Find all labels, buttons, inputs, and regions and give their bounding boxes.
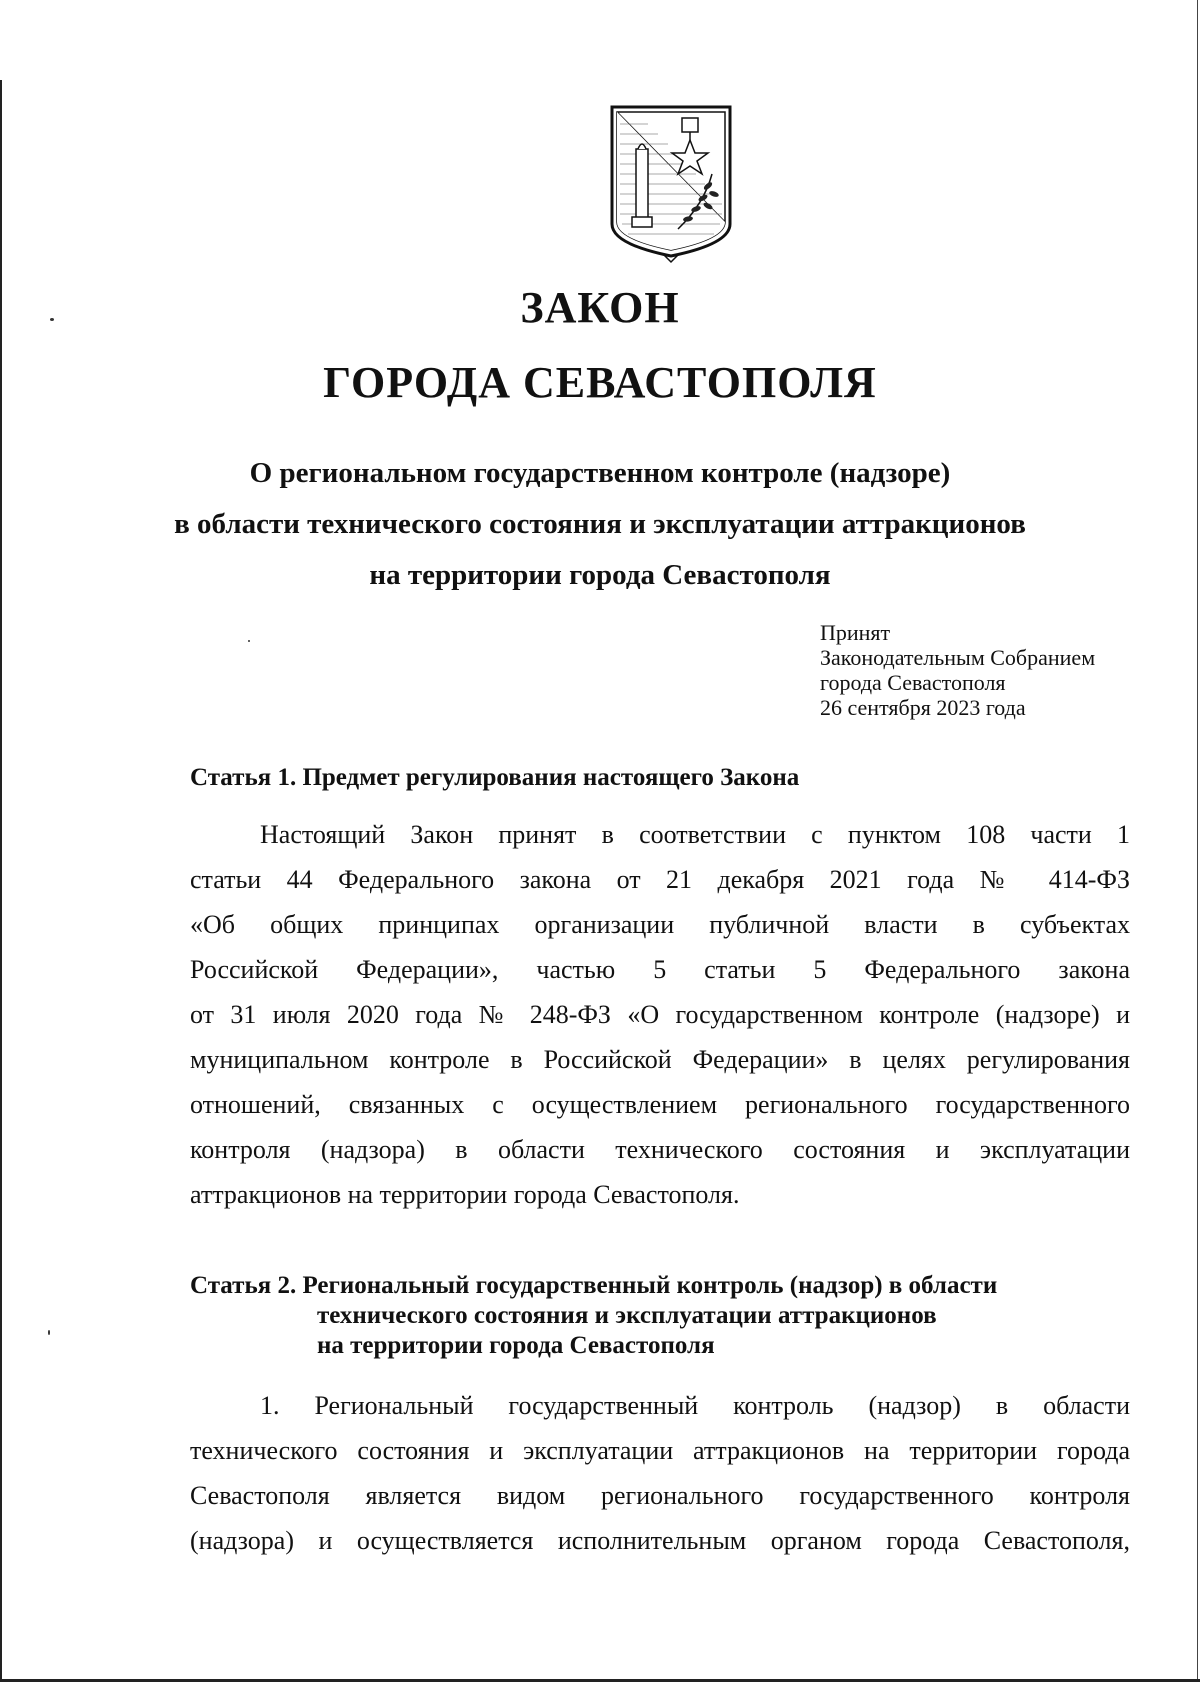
scan-speck [50, 318, 54, 321]
law-subject-line: О региональном государственном контроле (надзоре) [249, 457, 951, 489]
law-city-title: ГОРОДА СЕВАСТОПОЛЯ [323, 358, 877, 407]
article-1-heading: Статья 1. Предмет регулирования настоящего Закона [190, 764, 800, 791]
law-subject-line: в области технического состояния и эксплуатации аттракционов [174, 508, 1026, 540]
adoption-note-line: города Севастополя [820, 670, 1006, 695]
sevastopol-coat-of-arms-icon [608, 104, 734, 264]
paragraph-line: аттракционов на территории города Севастополя. [190, 1180, 740, 1209]
adoption-note [820, 620, 1095, 720]
paragraph-line: статьи 44 Федерального закона от 21 декабря 2021 года № 414-ФЗ [190, 865, 1130, 894]
adoption-note-line: Законодательным Собранием [820, 645, 1096, 670]
paragraph-line: муниципальном контроле в Российской Федерации» в целях регулирования [190, 1045, 1130, 1074]
paragraph-line: Севастополя является видом регионального государственного контроля [190, 1481, 1130, 1510]
adoption-date: 26 сентября 2023 года [820, 695, 1026, 720]
paragraph-line: «Об общих принципах организации публичной власти в субъектах [190, 910, 1130, 939]
paragraph-line: контроля (надзора) в области технического состояния и эксплуатации [190, 1135, 1130, 1164]
article-2-heading-line: Статья 2. Региональный государственный контроль (надзор) в области [190, 1272, 998, 1299]
scan-edge-right [1197, 0, 1198, 1682]
paragraph-line: Настоящий Закон принят в соответствии с пунктом 108 части 1 [260, 820, 1130, 849]
article-2-heading-line: на территории города Севастополя [317, 1332, 715, 1359]
article-2-heading [190, 1271, 997, 1361]
paragraph-line: отношений, связанных с осуществлением регионального государственного [190, 1090, 1130, 1119]
article-2-text [190, 1383, 1130, 1563]
paragraph-line: 1. Региональный государственный контроль (надзор) в области [260, 1391, 1130, 1420]
law-subject [100, 448, 1100, 601]
adoption-note-line: Принят [820, 620, 891, 645]
paragraph-line: технического состояния и эксплуатации аттракционов на территории города [190, 1436, 1130, 1465]
law-title: ЗАКОН [520, 283, 680, 332]
article-1-text [190, 812, 1130, 1217]
scan-speck [48, 1330, 50, 1335]
law-subject-line: на территории города Севастополя [369, 559, 831, 591]
paragraph-line: Российской Федерации», частью 5 статьи 5 Федерального закона [190, 955, 1130, 984]
article-2-heading-line: технического состояния и эксплуатации аттракционов [317, 1302, 937, 1329]
paragraph-line: от 31 июля 2020 года № 248-ФЗ «О государственном контроле (надзоре) и [190, 1000, 1130, 1029]
scan-speck [248, 640, 250, 642]
paragraph-line: (надзора) и осуществляется исполнительным органом города Севастополя, [190, 1526, 1130, 1555]
